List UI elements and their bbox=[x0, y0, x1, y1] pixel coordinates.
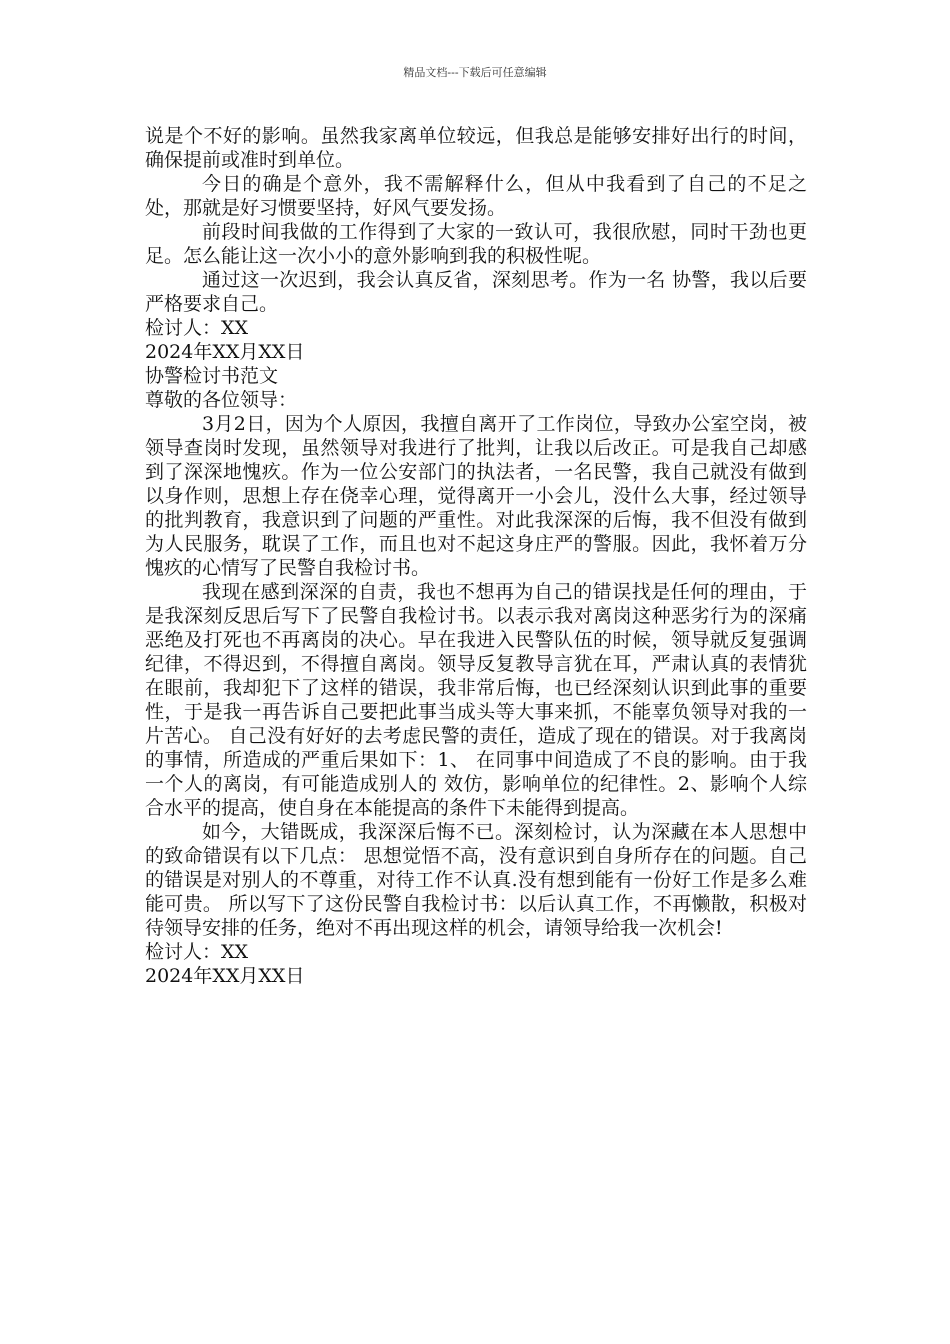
paragraph-incident: 3月2日，因为个人原因，我擅自离开了工作岗位，导致办公室空岗，被领导查岗时发现，虽然领导对我进行了批判，让我以后改正。可是我自己却感到了深深地愧疚。作为一位公安部门的执法者，一名民警，我自己就没有做到以身作则，思想上存在侥幸心理，觉得离开一小会儿，没什么大事，经过领导的批判教育，我意识到了问题的严重性。对此我深深的后悔，我不但没有做到为人民服务，耽误了工作，而且也对不起这身庄严的警服。因此，我怀着万分愧疚的心情写了民警自我检讨书。 bbox=[145, 413, 807, 579]
salutation: 尊敬的各位领导： bbox=[145, 389, 298, 411]
page-header: 精品文档---下载后可任意编辑 bbox=[403, 66, 547, 79]
paragraph-recognition: 前段时间我做的工作得到了大家的一致认可，我很欣慰，同时干劲也更足。怎么能让这一次小小的意外影响到我的积极性呢。 bbox=[145, 221, 807, 267]
paragraph-conclusion: 如今，大错既成，我深深后悔不已。深刻检讨，认为深藏在本人思想中的致命错误有以下几点： 思想觉悟不高，没有意识到自身所存在的问题。自己的错误是对别人的不尊重，对待工作不认真.没有想到能有一份好工作是多么难能可贵。 所以写下了这份民警自我检讨书：以后认真工作，不再懒散，积极对待领导安排的任务，绝对不再出现这样的机会，请领导给我一次机会! bbox=[145, 821, 807, 939]
date-line-2: 2024年XX月XX日 bbox=[145, 965, 305, 987]
document-body bbox=[145, 124, 807, 988]
signature-line: 检讨人：XX bbox=[145, 317, 249, 339]
date-line: 2024年XX月XX日 bbox=[145, 341, 305, 363]
paragraph-influence: 说是个不好的影响。虽然我家离单位较远，但我总是能够安排好出行的时间，确保提前或准时到单位。 bbox=[145, 125, 807, 171]
paragraph-reflection: 通过这一次迟到，我会认真反省，深刻思考。作为一名 协警，我以后要严格要求自己。 bbox=[145, 269, 807, 315]
section-title: 协警检讨书范文 bbox=[145, 365, 279, 387]
paragraph-accident: 今日的确是个意外，我不需解释什么，但从中我看到了自己的不足之处，那就是好习惯要坚持，好风气要发扬。 bbox=[145, 173, 807, 219]
paragraph-self-blame: 我现在感到深深的自责，我也不想再为自己的错误找是任何的理由，于是我深刻反思后写下了民警自我检讨书。以表示我对离岗这种恶劣行为的深痛恶绝及打死也不再离岗的决心。早在我进入民警队伍的时候，领导就反复强调纪律，不得迟到，不得擅自离岗。领导反复教导言犹在耳，严肃认真的表情犹在眼前，我却犯下了这样的错误，我非常后悔，也已经深刻认识到此事的重要性，于是我一再告诉自己要把此事当成头等大事来抓，不能辜负领导对我的一片苦心。 自己没有好好的去考虑民警的责任，造成了现在的错误。对于我离岗的事情，所造成的严重后果如下：1、 在同事中间造成了不良的影响。由于我一个人的离岗，有可能造成别人的 效仿，影响单位的纪律性。2、影响个人综合水平的提高，使自身在本能提高的条件下未能得到提高。 bbox=[145, 581, 807, 819]
signature-line-2: 检讨人：XX bbox=[145, 941, 249, 963]
